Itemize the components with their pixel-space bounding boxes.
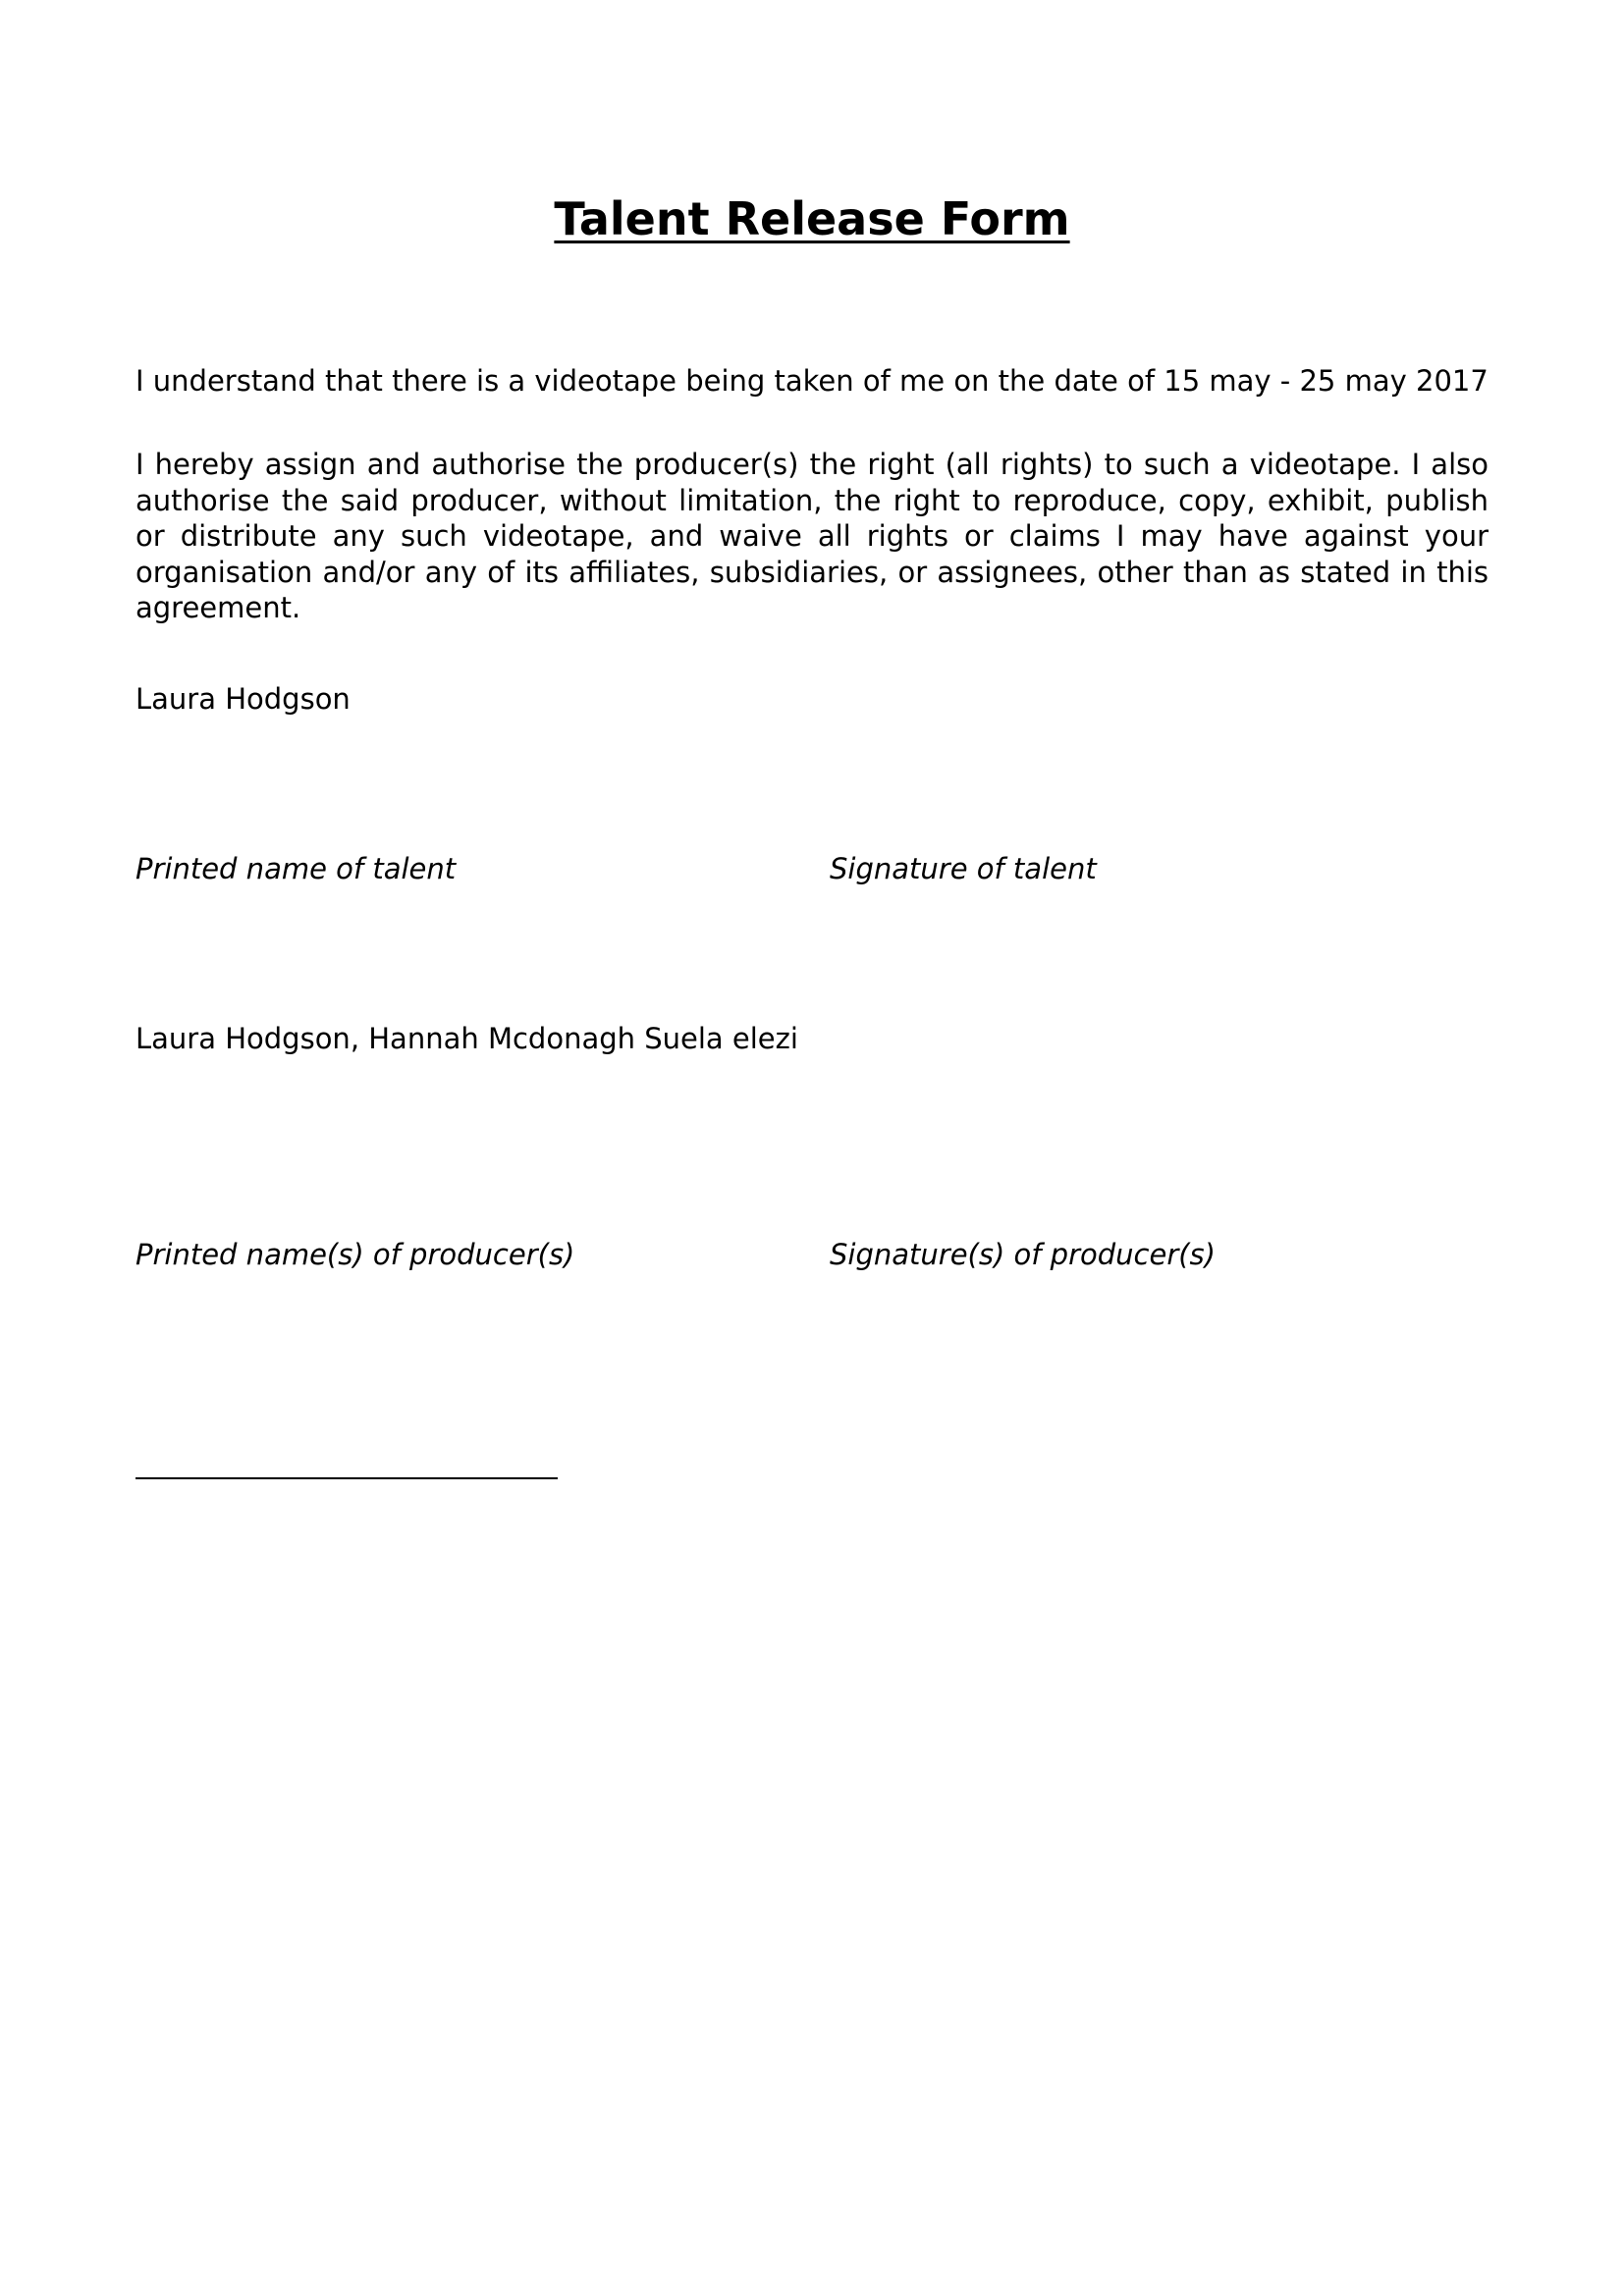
footer-divider-line xyxy=(135,1477,558,1479)
page-title: Talent Release Form xyxy=(554,192,1070,245)
recording-statement: I understand that there is a videotape being taken of me on the date of 15 may - 25 may 2017 xyxy=(135,364,1489,398)
producer-signature-label: Signature(s) of producer(s) xyxy=(830,1238,1216,1271)
rights-assignment-paragraph: I hereby assign and authorise the producer(s) the right (all rights) to such a videotape. I also authorise the said producer, without limitation, the right to reproduce, copy, exhibit, publish or distribute any such videotape, and waive all rights or claims I may have against your organisation and/or any of its affiliates, subsidiaries, or assignees, other than as stated in this agreement. xyxy=(135,448,1489,624)
producer-names-label: Printed name(s) of producer(s) xyxy=(135,1238,575,1271)
talent-name-label: Printed name of talent xyxy=(135,852,457,885)
talent-name-value: Laura Hodgson xyxy=(135,682,351,716)
talent-signature-label: Signature of talent xyxy=(830,852,1097,885)
producer-names-value: Laura Hodgson, Hannah Mcdonagh Suela elezi xyxy=(135,1022,798,1055)
